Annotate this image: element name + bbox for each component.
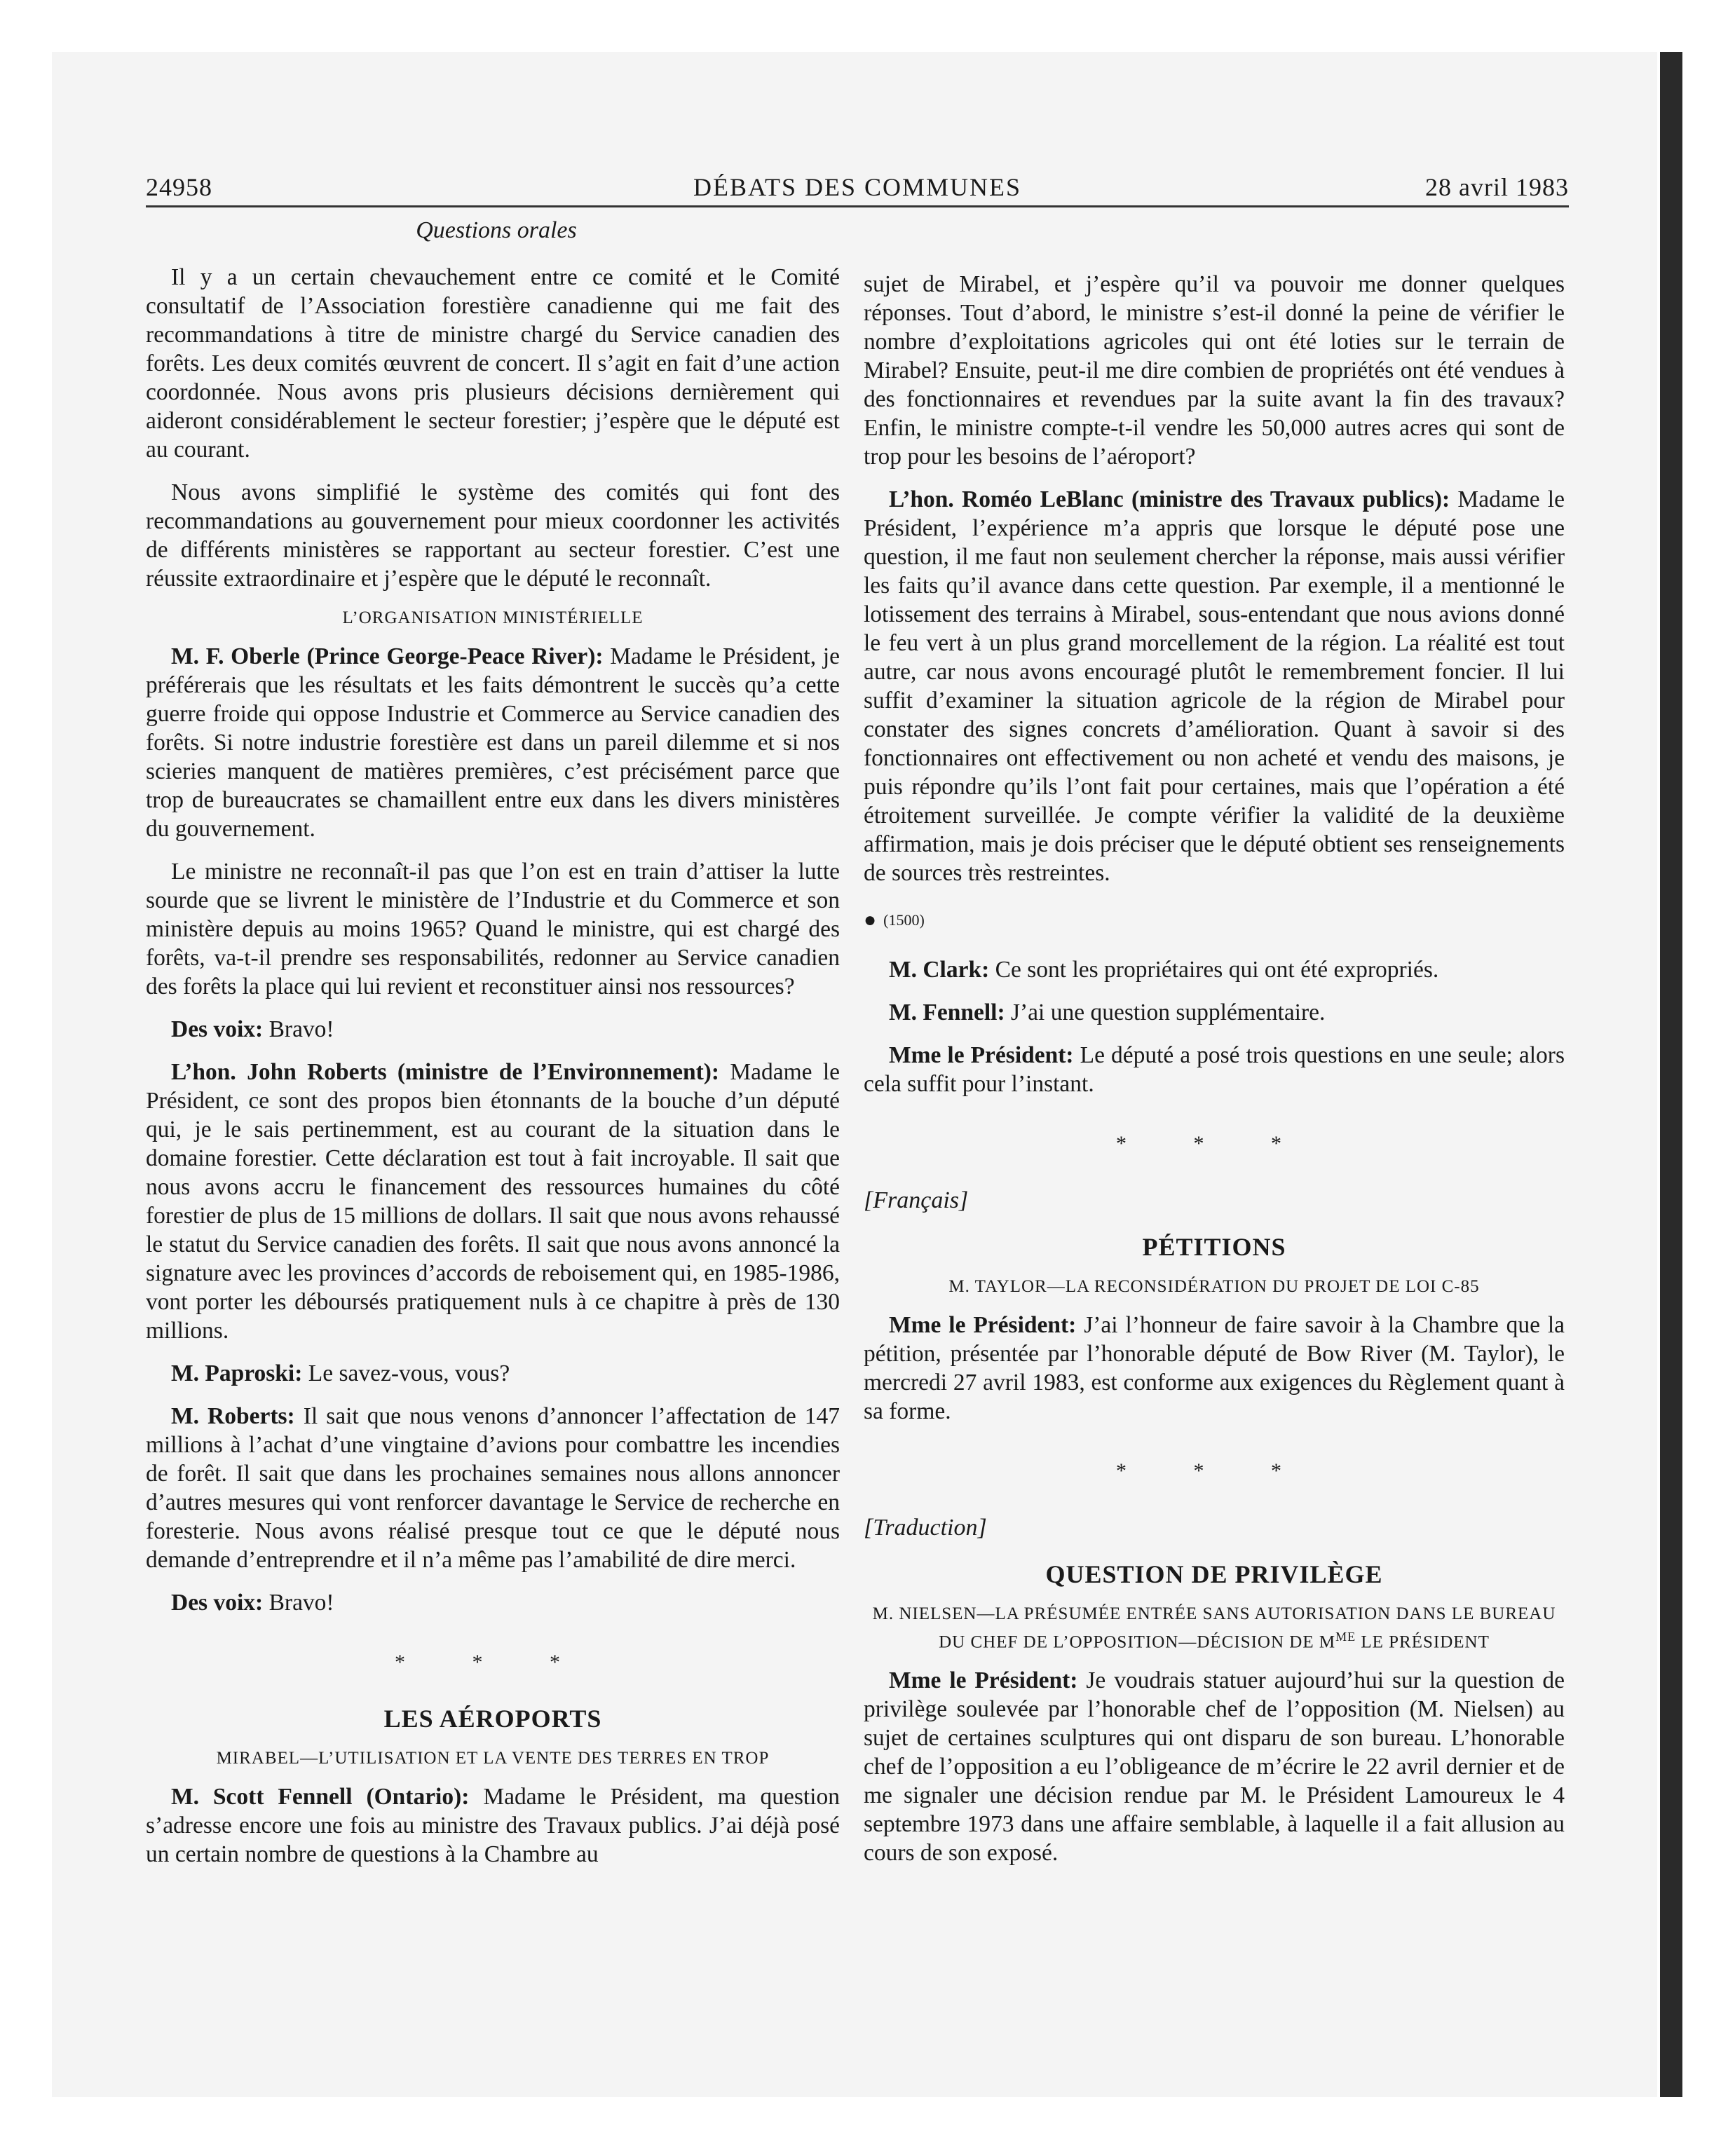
left-column [146,263,840,1883]
language-note: [Français] [864,1187,969,1213]
speech [146,1402,840,1574]
speaker-name: Des voix: [171,1590,264,1616]
subheading-superscript: ME [1335,1630,1356,1644]
paragraph: Nous avons simplifié le système des comités qui font des recommandations au gouvernement pour mieux coordonner les activités de différents ministères se rapportant au secteur forestier. C’est une réussite extraordinaire et j’espère que le député le reconnaît. [146,479,840,592]
section-heading: LES AÉROPORTS [383,1705,602,1733]
section-heading: QUESTION DE PRIVILÈGE [1045,1560,1383,1588]
speech-text: J’ai une question supplémentaire. [1005,999,1326,1025]
paragraph: sujet de Mirabel, et j’espère qu’il va pouvoir me donner quelques réponses. Tout d’abord, le ministre s’est-il donné la peine de vérifier le nombre d’exploitations agricoles qui ont été loties sur le terrain de Mirabel? Ensuite, peut-il me dire combien de propriétés ont été vendues à des fonctionnaires et revendues par la suite avant la fin des travaux? Enfin, le ministre compte-t-il vendre les 50,000 autres acres qui sont de trop pour les besoins de l’aéroport? [864,271,1565,470]
speaker-name: M. Paproski: [171,1360,303,1386]
section-label: Questions orales [416,217,577,243]
speaker-name: Mme le Président: [889,1312,1077,1338]
time-marker-text: (1500) [883,911,925,929]
speaker-name: L’hon. John Roberts (ministre de l’Environnement): [171,1059,720,1085]
section-separator: * * * [395,1651,591,1674]
speech [864,998,1565,1027]
speech-text: Il sait que nous venons d’annoncer l’affectation de 147 millions à l’achat d’une vingtaine d’avions pour combattre les incendies de forêt. Il sait que dans les prochaines semaines nous allons annoncer d’autres mesures qui vont renforcer davantage le Service de recherche en foresterie. Nous avons réalisé presque tout ce que le député nous demande d’entreprendre et il n’a même pas l’amabilité de dire merci. [146,1403,841,1573]
speech [864,955,1565,984]
speech [864,1041,1565,1098]
bullet-icon: ● [864,908,877,932]
speech [146,1058,840,1345]
journal-title: DÉBATS DES COMMUNES [693,173,1022,201]
speech-text: Le député a posé trois questions en une seule; alors cela suffit pour l’instant. [864,1042,1565,1097]
section-separator: * * * [1116,1132,1312,1155]
speech [146,642,840,843]
speech-text: J’ai l’honneur de faire savoir à la Chambre que la pétition, présentée par l’honorable député de Bow River (M. Taylor), le mercredi 27 avril 1983, est conforme aux exigences du Règlement quant à sa forme. [864,1312,1565,1424]
subheading: L’ORGANISATION MINISTÉRIELLE [342,608,644,627]
speech-text: Bravo! [263,1590,334,1616]
page-number: 24958 [146,173,212,201]
speech-text: Madame le Président, je préférerais que les résultats et les faits démontrent le succès qu’a cette guerre froide qui oppose Industrie et Commerce au Service canadien des forêts. Si notre industrie forestière est dans un pareil dilemme et si nos scieries manquent de matières premières, c’est précisément parce que trop de bureaucrates se chamaillent entre eux dans les divers ministères du gouvernement. [146,643,840,842]
speaker-name: Mme le Président: [889,1667,1078,1694]
speech-text: Madame le Président, l’expérience m’a appris que lorsque le député pose une question, il me faut non seulement chercher la réponse, mais aussi vérifier les faits qu’il avance dans cette question. Par exemple, il a mentionné le lotissement des terrains à Mirabel, sous-entendant que nous avions donné le feu vert à un plus grand morcellement de la région. La réalité est tout autre, car nous avons encouragé plutôt le remembrement foncier. Il lui suffit d’examiner la situation agricole de la région de Mirabel pour constater des signes concrets d’amélioration. Quant à savoir si des fonctionnaires ont effectivement ou non acheté et vendu des maisons, je puis répondre qu’ils l’ont fait pour certaines, mais que l’opération a été étroitement surveillée. Je compte vérifier la validité de la deuxième affirmation, mais je dois préciser que le député obtient ses renseignements de sources très restreintes. [864,486,1565,886]
speech [146,1015,840,1044]
subheading: MIRABEL—L’UTILISATION ET LA VENTE DES TERRES EN TROP [216,1749,770,1768]
speech-text: Madame le Président, ce sont des propos bien étonnants de la bouche d’un député qui, je le sais pertinemment, est au courant de la situation dans le domaine forestier. Cette déclaration est tout à fait incroyable. Il sait que nous avons accru le financement des ressources humaines du côté forestier de plus de 15 millions de dollars. Il sait que nous avons rehaussé le statut du Service canadien des forêts. Il sait que nous avons annoncé la signature avec les provinces d’accords de reboisement qui, en 1985-1986, vont porter les déboursés pratiquement nuls à ce chapitre à près de 130 millions. [146,1059,840,1344]
speech [146,1588,840,1617]
speech [864,1311,1565,1426]
time-marker [864,906,1565,934]
speech [864,485,1565,887]
section-separator: * * * [1116,1459,1312,1482]
speaker-name: M. Scott Fennell (Ontario): [171,1784,470,1810]
speech-text: Madame le Président, ma question s’adresse encore une fois au ministre des Travaux publics. J’ai déjà posé un certain nombre de questions à la Chambre au [146,1784,840,1867]
speech [146,1359,840,1388]
speech-text: Ce sont les propriétaires qui ont été expropriés. [989,957,1439,983]
subheading [864,1603,1565,1653]
scan-edge-shadow [1660,52,1682,2097]
speaker-name: M. Roberts: [171,1403,295,1429]
language-note: [Traduction] [864,1515,987,1541]
speech [146,1782,840,1869]
speaker-name: L’hon. Roméo LeBlanc (ministre des Travaux publics): [889,486,1450,512]
subheading-text-end: LE PRÉSIDENT [1356,1632,1490,1652]
right-column [864,270,1565,1881]
subheading-text: M. NIELSEN—LA PRÉSUMÉE ENTRÉE SANS AUTORISATION DANS LE BUREAU DU CHEF DE L’OPPOSITION—DÉCISION DE M [872,1604,1556,1652]
speaker-name: M. Fennell: [889,999,1005,1025]
speaker-name: M. F. Oberle (Prince George-Peace River): [171,643,604,669]
speaker-name: Des voix: [171,1016,264,1042]
speech-text: Je voudrais statuer aujourd’hui sur la question de privilège soulevée par l’honorable chef de l’opposition (M. Nielsen) au sujet de certaines sculptures qui ont disparu de son bureau. L’honorable chef de l’opposition a eu l’obligeance de m’écrire le 22 avril dernier et de me signaler une décision rendue par M. le Président Lamoureux le 4 septembre 1973 dans une affaire semblable, à laquelle il a fait allusion au cours de son exposé. [864,1667,1565,1867]
subheading: M. TAYLOR—LA RECONSIDÉRATION DU PROJET DE LOI C-85 [948,1277,1480,1296]
running-header [146,170,1569,207]
section-heading: PÉTITIONS [1142,1233,1286,1261]
speech-text: Bravo! [263,1016,334,1042]
paragraph: Il y a un certain chevauchement entre ce comité et le Comité consultatif de l’Association forestière canadienne qui me fait des recommandations à titre de ministre chargé du Service canadien des forêts. Les deux comités œuvrent de concert. Il s’agit en fait d’une action coordonnée. Nous avons pris plusieurs décisions dernièrement qui aideront considérablement le secteur forestier; j’espère que le député est au courant. [146,264,840,463]
paragraph: Le ministre ne reconnaît-il pas que l’on est en train d’attiser la lutte sourde que se livrent le ministère de l’Industrie et du Commerce et son ministère depuis au moins 1965? Quand le ministre, qui est chargé des forêts, va-t-il prendre ses responsabilités, redonner au Service canadien des forêts la place qui lui revient et reconstituer ainsi nos ressources? [146,859,840,999]
issue-date: 28 avril 1983 [1425,173,1569,201]
speech-text: Le savez-vous, vous? [302,1360,510,1386]
speaker-name: Mme le Président: [889,1042,1074,1068]
speaker-name: M. Clark: [889,957,990,983]
speech [864,1666,1565,1867]
